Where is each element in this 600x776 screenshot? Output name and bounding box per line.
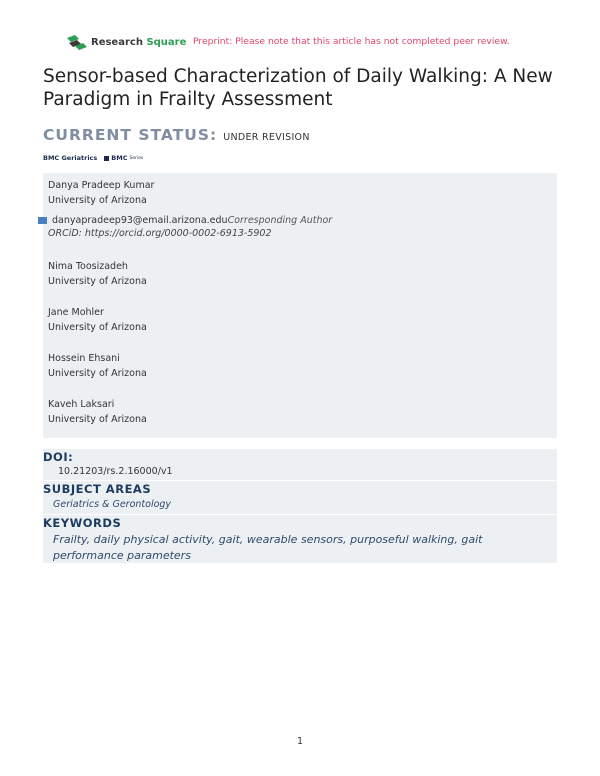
author-block <box>48 178 154 208</box>
current-status <box>43 126 310 144</box>
doi-value[interactable]: 10.21203/rs.2.16000/v1 <box>58 466 173 477</box>
author-orcid[interactable]: ORCiD: https://orcid.org/0000-0002-6913-5902 <box>48 228 272 239</box>
bmc-series-logo <box>104 154 143 162</box>
keywords-value: Frailty, daily physical activity, gait, wearable sensors, purposeful walking, gait performance parameters <box>53 533 483 562</box>
article-title: Sensor-based Characterization of Daily Walking: A New Paradigm in Frailty Assessment <box>43 66 553 110</box>
author-affiliation: University of Arizona <box>48 368 147 379</box>
doi-label: DOI: <box>43 450 74 464</box>
page-header <box>66 34 546 54</box>
status-label: CURRENT STATUS: <box>43 126 218 144</box>
author-email[interactable]: danyapradeep93@email.arizona.edu <box>52 215 228 226</box>
mail-icon[interactable] <box>38 217 47 224</box>
research-square-logo-icon <box>66 34 88 50</box>
author-block <box>48 305 147 335</box>
research-square-logo[interactable] <box>66 34 186 50</box>
author-affiliation: University of Arizona <box>48 195 147 206</box>
divider <box>43 480 557 481</box>
bmc-series-mark-icon <box>104 156 109 161</box>
logo-word-research: Research <box>91 36 143 48</box>
author-name: Hossein Ehsani <box>48 353 120 364</box>
logo-text <box>91 37 186 48</box>
author-name: Danya Pradeep Kumar <box>48 180 155 191</box>
bmc-series-name: BMC <box>111 154 128 162</box>
bmc-series-sub: Series <box>129 155 144 161</box>
authors-box <box>43 173 557 438</box>
author-name: Nima Toosizadeh <box>48 261 128 272</box>
subject-areas-value: Geriatrics & Gerontology <box>53 499 172 510</box>
subject-areas-label: SUBJECT AREAS <box>43 482 152 496</box>
author-name: Jane Mohler <box>48 307 104 318</box>
journal-logos <box>43 154 143 162</box>
status-value: UNDER REVISION <box>223 132 310 143</box>
corresponding-contact <box>38 213 332 228</box>
author-block <box>48 259 147 289</box>
keywords-label: KEYWORDS <box>43 516 122 530</box>
corresponding-author-label: Corresponding Author <box>227 215 333 226</box>
author-name: Kaveh Laksari <box>48 399 115 410</box>
journal-name: BMC Geriatrics <box>43 154 98 162</box>
author-affiliation: University of Arizona <box>48 414 147 425</box>
metadata-box <box>43 449 557 563</box>
author-block <box>48 351 147 381</box>
divider <box>43 514 557 515</box>
author-block <box>48 397 147 427</box>
preprint-notice: Preprint: Please note that this article has not completed peer review. <box>193 36 510 47</box>
author-affiliation: University of Arizona <box>48 322 147 333</box>
logo-word-square: Square <box>146 36 187 48</box>
author-affiliation: University of Arizona <box>48 276 147 287</box>
page-number: 1 <box>296 736 304 747</box>
